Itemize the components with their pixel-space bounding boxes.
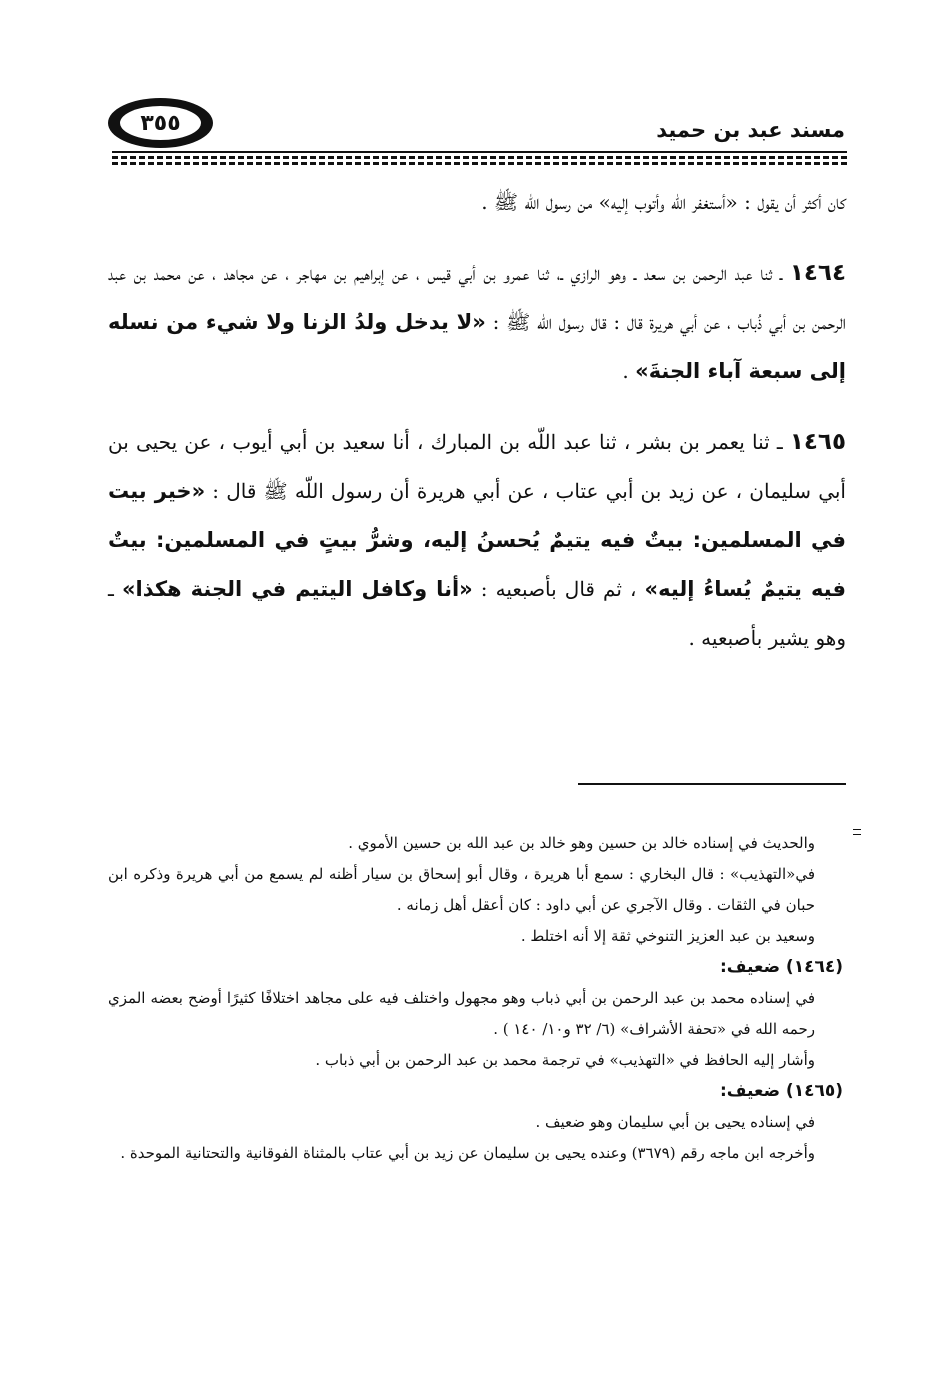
hadith-number: ١٤٦٥ [789, 429, 846, 455]
footnote-heading-1465: (١٤٦٥) ضعيف: [720, 1081, 843, 1101]
footnote-line: وسعيد بن عبد العزيز التنوخي ثقة إلا أنه اختلط . [520, 927, 815, 945]
main-text [108, 178, 846, 663]
continuation-paragraph: كان أكثر أن يقول : «أستغفر اللّه وأتوب إليه» من رسول اللّه ﷺ . [481, 190, 846, 214]
hadith-1464 [108, 249, 846, 396]
page-number: ٣٥٥ [120, 106, 201, 140]
footnote-line: في إسناده محمد بن عبد الرحمن بن أبي ذباب وهو مجهول واختلف فيه على مجاهد اختلافًا كثيرًا أوضح بعضه المزي رحمه الله في «تحفة الأشراف» (٦/ ٣٢ و١٠/ ١٤٠ ) . [108, 989, 815, 1038]
footnote-separator [578, 783, 846, 785]
header-dashed-rule [112, 162, 847, 165]
hadith-matn: «خير بيت في المسلمين: بيتٌ فيه يتيمٌ يُحسنُ إليه، وشرُّ بيتٍ في المسلمين: بيتٌ فيه يتيمٌ يُساءُ إليه» [108, 479, 847, 601]
hadith-matn: «لا يدخل ولدُ الزنا ولا شيء من نسله إلى سبعة آباء الجنةَ» [108, 310, 846, 383]
page-number-badge [108, 98, 213, 148]
hadith-number: ١٤٦٤ [789, 260, 846, 286]
footnote-line: والحديث في إسناده خالد بن حسين وهو خالد بن عبد الله بن حسين الأموي . [348, 834, 815, 852]
footnote-line: في«التهذيب» : قال البخاري : سمع أبا هريرة ، وقال أبو إسحاق بن سيار أظنه لم يسمع من أبي هريرة وذكره ابن حبان في الثقات . وقال الآجري عن أبي داود : كان أعقل أهل زمانه . [108, 865, 815, 914]
hadith-end: ـ وهو يشير بأصبعيه . [108, 577, 846, 650]
running-title: مسند عبد بن حميد [656, 118, 845, 142]
footnote-line: وأخرجه ابن ماجه رقم (٣٦٧٩) وعنده يحيى بن سليمان عن زيد بن أبي عتاب بالمثناة الفوقانية والتحتانية الموحدة . [120, 1144, 815, 1162]
footnotes [108, 828, 843, 1169]
header-rule [112, 151, 847, 153]
hadith-end: . [622, 359, 636, 383]
hadith-matn: «أنا وكافل اليتيم في الجنة هكذا» [121, 577, 473, 601]
footnote-heading-1464: (١٤٦٤) ضعيف: [720, 957, 843, 977]
hadith-isnad: ـ ثنا يعمر بن بشر ، ثنا عبد اللّه بن المبارك ، أنا سعيد بن أبي أيوب ، عن يحيى بن أبي سليمان ، عن زيد بن أبي عتاب ، عن أبي هريرة أن رسول اللّه ﷺ قال : [108, 430, 846, 503]
hadith-mid: ، ثم قال بأصبعيه : [472, 577, 645, 601]
continuation-mark [853, 829, 861, 835]
hadith-1465 [108, 418, 846, 663]
header-dashed-rule [112, 156, 847, 159]
footnote-line: في إسناده يحيى بن أبي سليمان وهو ضعيف . [535, 1113, 815, 1131]
footnote-line: وأشار إليه الحافظ في «التهذيب» في ترجمة محمد بن عبد الرحمن بن أبي ذباب . [315, 1051, 815, 1069]
hadith-isnad: ـ ثنا عبد الرحمن بن سعد ـ وهو الرازي ـ، ثنا عمرو بن أبي قيس ، عن إبراهيم بن مهاجر ، عن مجاهد ، عن محمد بن عبد الرحمن بن أبي ذُباب ، عن أبي هريرة قال : قال رسول اللّه ﷺ : [108, 261, 846, 334]
